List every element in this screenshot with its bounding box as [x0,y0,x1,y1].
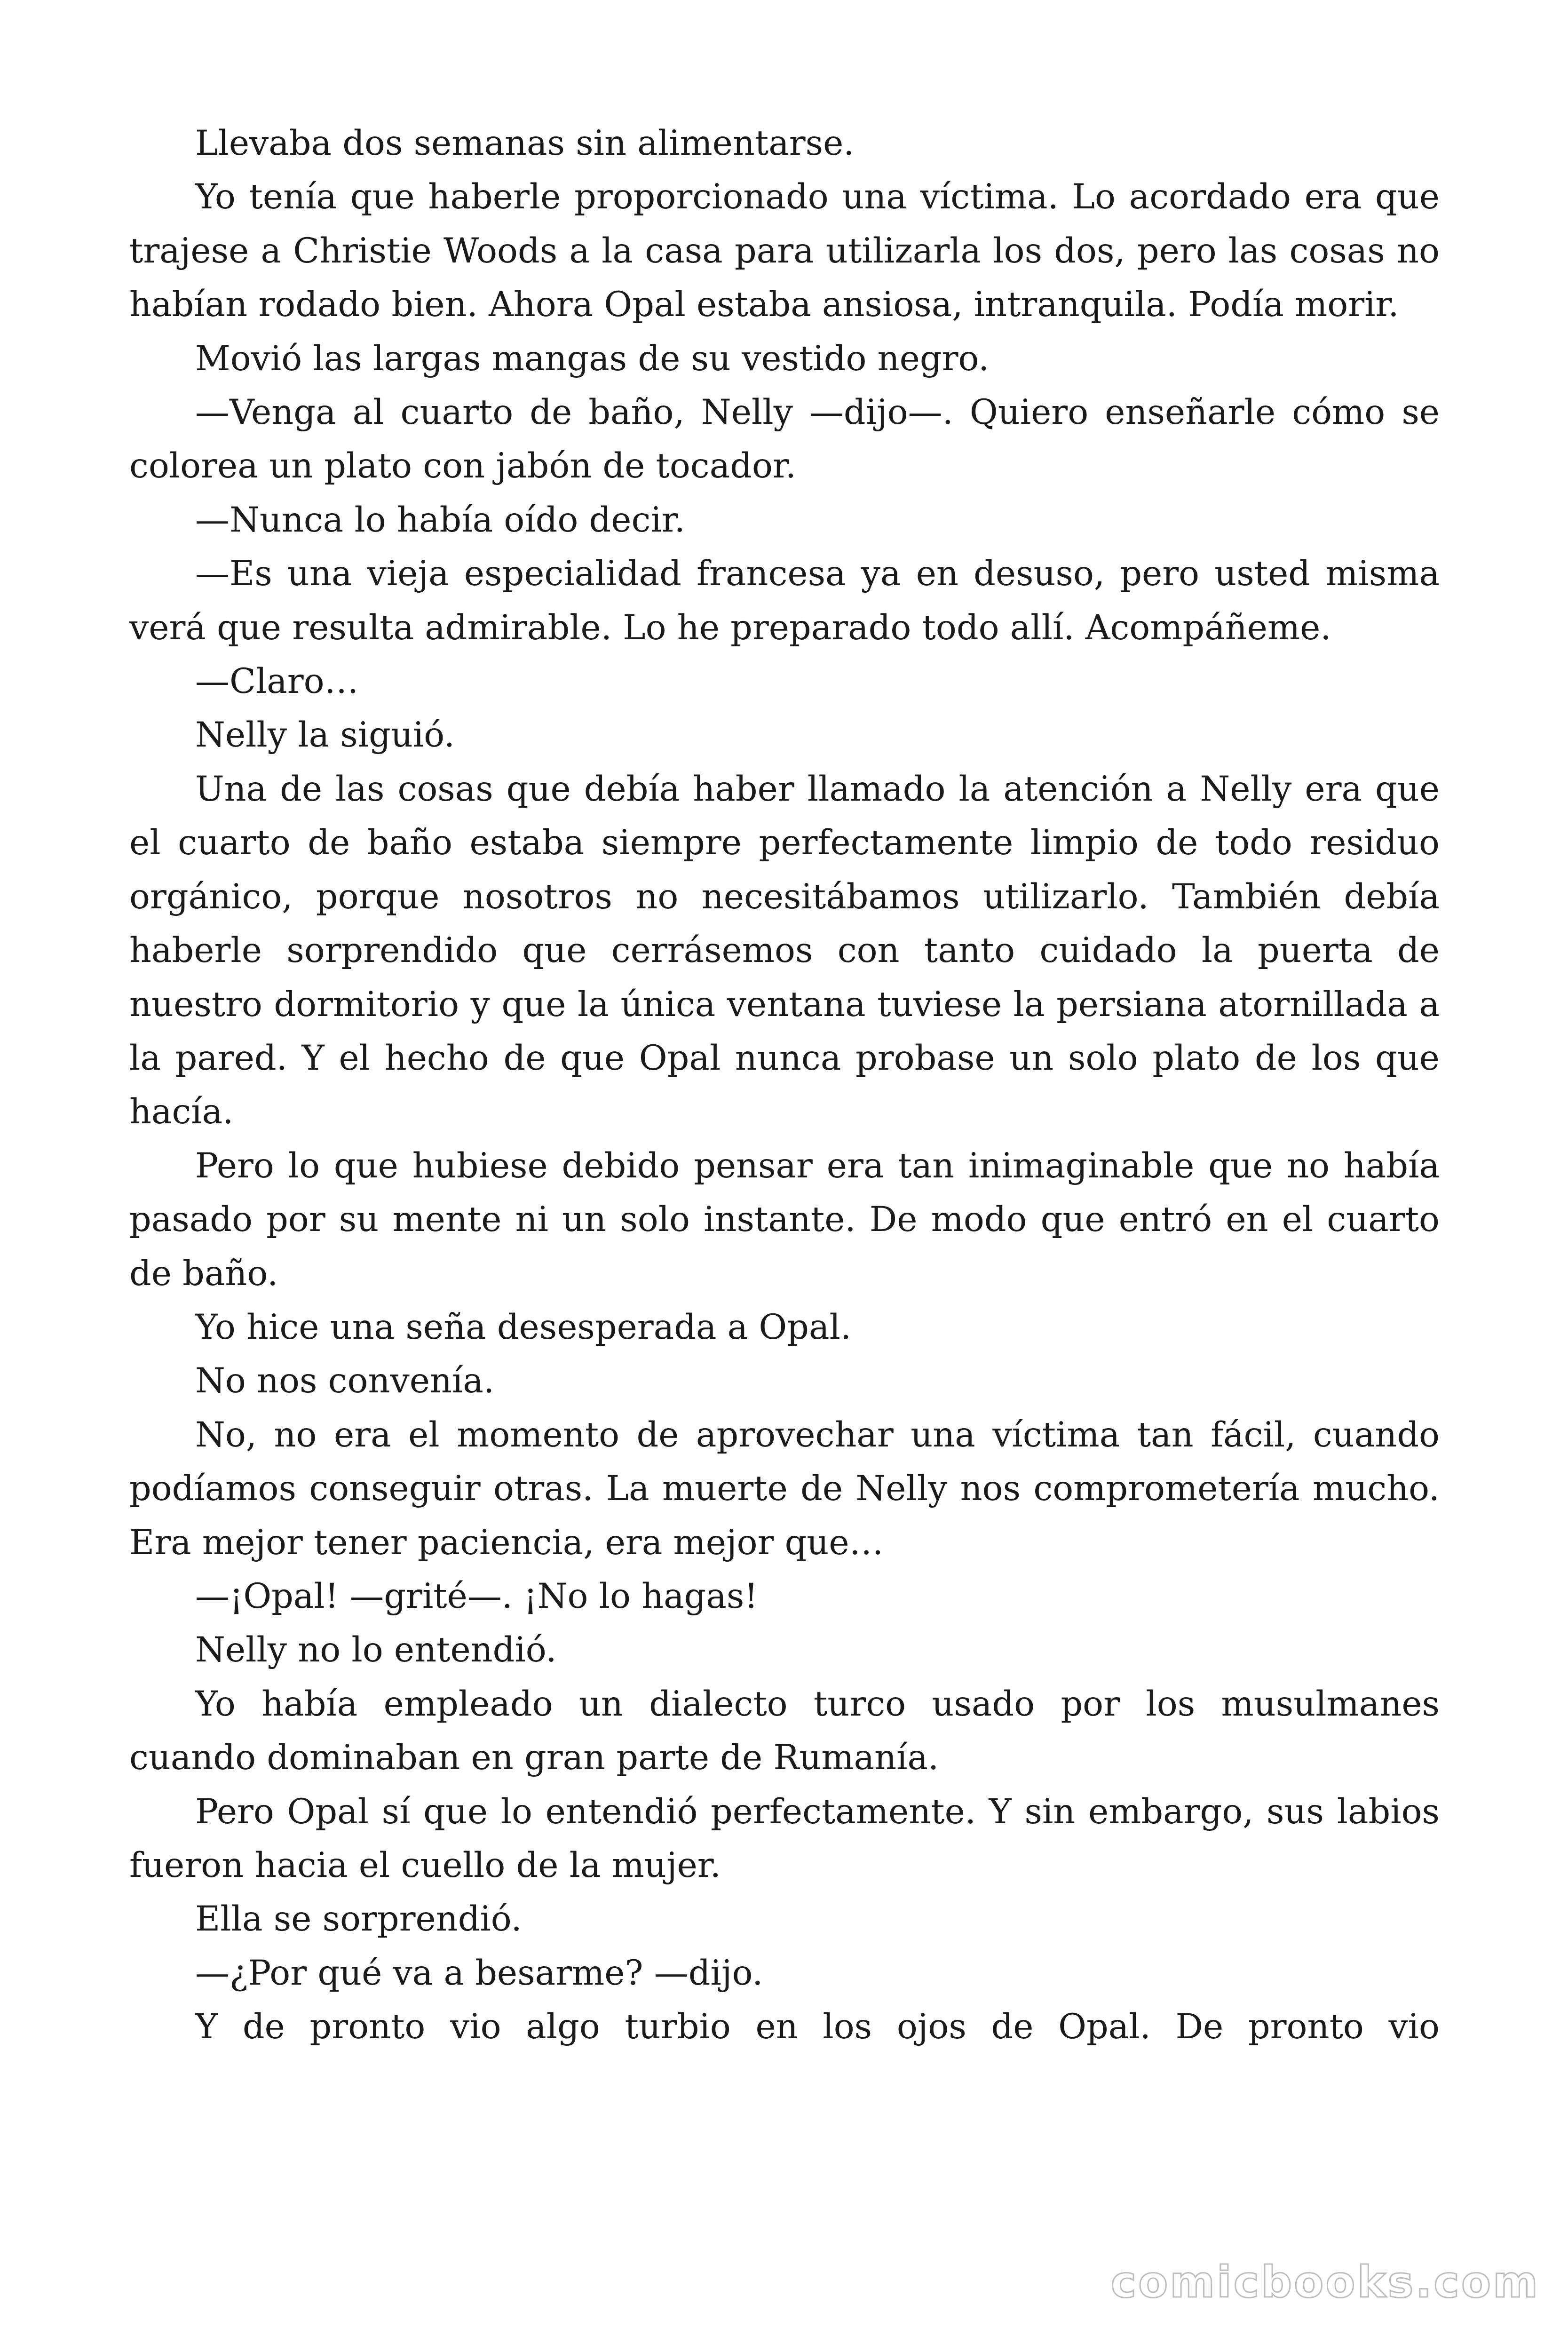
paragraph: Yo tenía que haberle proporcionado una víctima. Lo acordado era que trajese a Christie Woods a la casa para utilizarla los dos, pero las cosas no habían rodado bien. Ahora Opal estaba ansiosa, intranquila. Podía morir. [129,177,1440,325]
paragraph: Pero Opal sí que lo entendió perfectamente. Y sin embargo, sus labios fueron hacia el cuello de la mujer. [129,1791,1440,1885]
paragraph: —Claro… [195,661,359,702]
paragraph: Nelly no lo entendió. [195,1630,557,1670]
paragraph: —Venga al cuarto de baño, Nelly —dijo—. Quiero enseñarle cómo se colorea un plato con jabón de tocador. [129,392,1440,486]
paragraph: Llevaba dos semanas sin alimentarse. [195,123,855,163]
paragraph: —Es una vieja especialidad francesa ya en desuso, pero usted misma verá que resulta admirable. Lo he preparado todo allí. Acompáñeme. [129,554,1440,648]
paragraph: —Nunca lo había oído decir. [195,500,685,540]
paragraph: Una de las cosas que debía haber llamado la atención a Nelly era que el cuarto de baño estaba siempre perfectamente limpio de todo residuo orgánico, porque nosotros no necesitábamos utilizarlo. También debía haberle sorprendido que cerrásemos con tanto cuidado la puerta de nuestro dormitorio y que la única ventana tuviese la persiana atornillada a la pared. Y el hecho de que Opal nunca probase un solo plato de los que hacía. [129,769,1440,1132]
paragraph: —¿Por qué va a besarme? —dijo. [195,1953,763,1993]
paragraph: —¡Opal! —grité—. ¡No lo hagas! [195,1576,758,1616]
paragraph: Yo había empleado un dialecto turco usado por los musulmanes cuando dominaban en gran parte de Rumanía. [129,1684,1440,1778]
paragraph: No, no era el momento de aprovechar una víctima tan fácil, cuando podíamos conseguir otras. La muerte de Nelly nos comprometería mucho. Era mejor tener paciencia, era mejor que… [129,1414,1440,1563]
watermark: comicbooks.com [1110,2257,1540,2307]
last-line: Y de pronto vio algo turbio en los ojos de Opal. De pronto vio [195,2007,1440,2047]
paragraph: Nelly la siguió. [195,715,455,755]
paragraph: No nos convenía. [195,1361,495,1401]
paragraph: Ella se sorprendió. [195,1899,522,1939]
paragraph: Pero lo que hubiese debido pensar era tan inimaginable que no había pasado por su mente ni un solo instante. De modo que entró en el cuarto de baño. [129,1145,1440,1294]
paragraph: Movió las largas mangas de su vestido negro. [195,338,990,379]
book-page [129,117,1440,2243]
paragraph: Yo hice una seña desesperada a Opal. [195,1307,852,1347]
